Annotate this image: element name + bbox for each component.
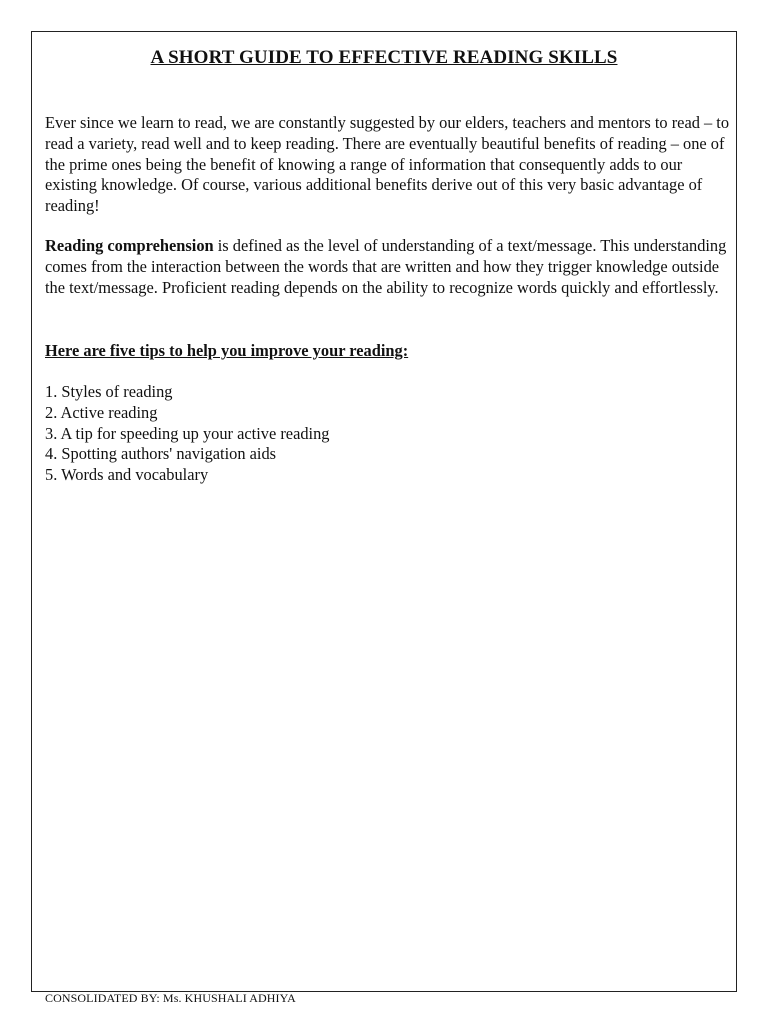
list-item: 2. Active reading: [45, 402, 158, 422]
list-item: 1. Styles of reading: [45, 382, 173, 401]
comprehension-term: Reading comprehension: [45, 236, 214, 255]
list-item: 5. Words and vocabulary: [45, 465, 209, 485]
document-title: A SHORT GUIDE TO EFFECTIVE READING SKILLS: [150, 47, 618, 68]
tips-list: [45, 382, 730, 486]
list-item: 3. A tip for speeding up your active reading: [45, 423, 330, 443]
comprehension-paragraph: [45, 236, 730, 298]
footer-credit: CONSOLIDATED BY: Ms. KHUSHALI ADHIYA: [45, 991, 296, 1005]
list-item: 4. Spotting authors' navigation aids: [45, 444, 277, 464]
tips-heading: Here are five tips to help you improve your reading:: [45, 341, 409, 360]
intro-paragraph: Ever since we learn to read, we are constantly suggested by our elders, teachers and mentors to read – to read a variety, read well and to keep reading. There are eventually beautiful benefits of reading – one of the prime ones being the benefit of knowing a range of information that consequently adds to our existing knowledge. Of course, various additional benefits derive out of this very basic advantage of reading!: [45, 113, 730, 216]
comprehension-definition: is defined as the level of understanding of a text/message. This understanding comes from the interaction between the words that are written and how they trigger knowledge outside the text/message. Proficient reading depends on the ability to recognize words quickly and effortlessly.: [45, 236, 727, 297]
